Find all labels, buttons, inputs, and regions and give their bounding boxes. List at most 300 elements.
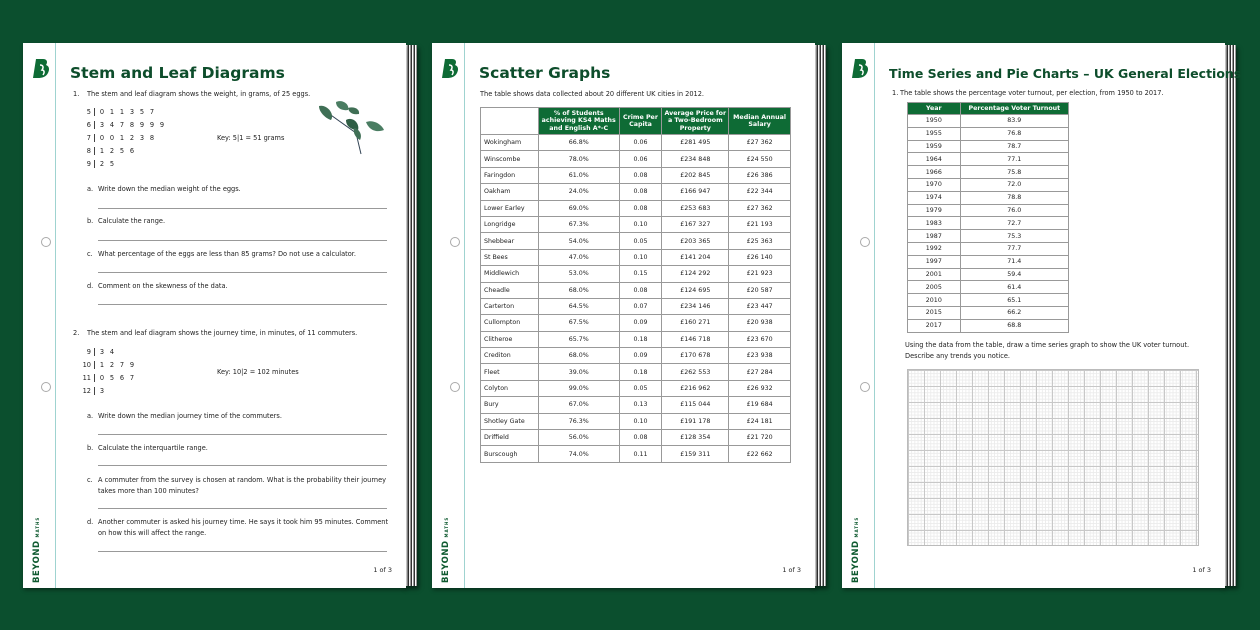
table-cell: 0.10 xyxy=(619,249,662,265)
table-cell: 78.0% xyxy=(538,151,619,167)
table-cell: 2010 xyxy=(908,294,961,307)
q1-number: 1. xyxy=(73,90,80,98)
leaf-value: 8 xyxy=(149,134,155,142)
table-row xyxy=(481,331,791,347)
stem-value: 8 xyxy=(81,147,95,155)
table-cell: Fleet xyxy=(481,364,539,380)
table-cell: 72.7 xyxy=(960,217,1068,230)
page-number: 1 of 3 xyxy=(782,566,801,574)
stem-leaf-row xyxy=(81,387,107,395)
table-cell: 0.11 xyxy=(619,446,662,462)
table-cell: 76.0 xyxy=(960,204,1068,217)
table-cell: 1992 xyxy=(908,242,961,255)
q1-text: The stem and leaf diagram shows the weight, in grams, of 25 eggs. xyxy=(87,90,311,98)
leaf-value: 7 xyxy=(149,108,155,116)
margin-line xyxy=(874,43,875,588)
table-cell: Winscombe xyxy=(481,151,539,167)
q1-number: 1. xyxy=(892,89,899,97)
table-cell: 71.4 xyxy=(960,255,1068,268)
table-cell: Crediton xyxy=(481,348,539,364)
part-text: Write down the median journey time of the commuters. xyxy=(98,412,282,420)
table-cell: 76.3% xyxy=(538,413,619,429)
brand-name: BEYOND xyxy=(32,540,42,583)
table-cell: £24 550 xyxy=(729,151,791,167)
table-cell: £203 365 xyxy=(662,233,729,249)
leaf-value: 4 xyxy=(109,348,115,356)
part-label: c. xyxy=(87,250,93,258)
worksheet-stem-and-leaf xyxy=(23,43,417,588)
table-row xyxy=(481,298,791,314)
stem-value: 12 xyxy=(81,387,95,395)
table-cell: 0.18 xyxy=(619,364,662,380)
leaf-value: 6 xyxy=(129,147,135,155)
table-cell: 39.0% xyxy=(538,364,619,380)
beyond-logo-icon xyxy=(851,57,869,79)
brand-vertical xyxy=(441,517,451,583)
table-cell: £26 140 xyxy=(729,249,791,265)
graph-paper-grid[interactable] xyxy=(907,369,1199,546)
leaf-value: 5 xyxy=(109,374,115,382)
table-cell: 61.0% xyxy=(538,167,619,183)
table-cell: £170 678 xyxy=(662,348,729,364)
punch-hole xyxy=(860,382,870,392)
leaf-value: 3 xyxy=(99,348,105,356)
leaf-value: 1 xyxy=(119,108,125,116)
table-cell: 76.8 xyxy=(960,127,1068,140)
leaf-value: 7 xyxy=(119,121,125,129)
table-cell: £22 662 xyxy=(729,446,791,462)
intro-text: The table shows data collected about 20 different UK cities in 2012. xyxy=(480,90,705,98)
page-number: 1 of 3 xyxy=(1192,566,1211,574)
table-cell: 53.0% xyxy=(538,266,619,282)
table-cell: 1964 xyxy=(908,153,961,166)
table-cell: Colyton xyxy=(481,380,539,396)
table-cell: 0.13 xyxy=(619,397,662,413)
table-cell: £23 670 xyxy=(729,331,791,347)
table-cell: 0.09 xyxy=(619,348,662,364)
table-cell: 0.08 xyxy=(619,184,662,200)
table-cell: Wokingham xyxy=(481,135,539,151)
table-cell: £26 386 xyxy=(729,167,791,183)
stem-leaf-row xyxy=(81,361,137,369)
leaf-value: 1 xyxy=(99,361,105,369)
worksheet-scatter-graphs xyxy=(432,43,826,588)
table-row xyxy=(481,446,791,462)
brand-name: BEYOND xyxy=(851,540,861,583)
column-header: Median Annual Salary xyxy=(729,108,791,135)
table-cell: 77.1 xyxy=(960,153,1068,166)
stem-value: 7 xyxy=(81,134,95,142)
q2-number: 2. xyxy=(73,329,80,337)
leaf-value: 9 xyxy=(129,361,135,369)
table-cell: 1955 xyxy=(908,127,961,140)
table-cell: £20 938 xyxy=(729,315,791,331)
table-cell: 83.9 xyxy=(960,115,1068,128)
table-cell: 0.10 xyxy=(619,216,662,232)
table-cell: 0.06 xyxy=(619,151,662,167)
table-cell: £216 962 xyxy=(662,380,729,396)
table-cell: 77.7 xyxy=(960,242,1068,255)
table-cell: £27 284 xyxy=(729,364,791,380)
leaf-value: 2 xyxy=(109,361,115,369)
part-text: Calculate the range. xyxy=(98,217,166,225)
plant-leaves-icon xyxy=(316,98,388,156)
table-cell: 67.0% xyxy=(538,397,619,413)
answer-line[interactable] xyxy=(98,551,387,552)
table-cell: 78.7 xyxy=(960,140,1068,153)
stem-leaf-row xyxy=(81,348,117,356)
margin-line xyxy=(55,43,56,588)
leaf-value: 5 xyxy=(139,108,145,116)
table-cell: £22 344 xyxy=(729,184,791,200)
part-label: c. xyxy=(87,476,93,484)
brand-vertical xyxy=(32,517,42,583)
table-cell: £27 362 xyxy=(729,135,791,151)
table-cell: £159 311 xyxy=(662,446,729,462)
table-row xyxy=(908,294,1069,307)
stem-value: 9 xyxy=(81,160,95,168)
table-row xyxy=(908,281,1069,294)
table-row xyxy=(908,178,1069,191)
table-cell: £21 193 xyxy=(729,216,791,232)
table-row xyxy=(481,266,791,282)
table-cell: Carterton xyxy=(481,298,539,314)
beyond-logo-icon xyxy=(441,57,459,79)
leaf-value: 2 xyxy=(129,134,135,142)
stem-leaf-row xyxy=(81,134,157,142)
answer-line[interactable] xyxy=(98,272,387,273)
table-row xyxy=(908,319,1069,332)
answer-line[interactable] xyxy=(98,465,387,466)
table-cell: 61.4 xyxy=(960,281,1068,294)
table-cell: 2015 xyxy=(908,306,961,319)
city-data-table xyxy=(480,107,791,463)
table-cell: £124 695 xyxy=(662,282,729,298)
voter-turnout-table xyxy=(907,102,1069,333)
table-cell: 68.0% xyxy=(538,348,619,364)
table-cell: £115 044 xyxy=(662,397,729,413)
part-text: A commuter from the survey is chosen at random. What is the probability their journey xyxy=(98,476,387,484)
table-header-row xyxy=(908,103,1069,115)
part-label: a. xyxy=(87,185,94,193)
table-cell: Driffield xyxy=(481,430,539,446)
table-cell: 0.08 xyxy=(619,200,662,216)
table-cell: Faringdon xyxy=(481,167,539,183)
part-text: Calculate the interquartile range. xyxy=(98,444,208,452)
leaf-value: 0 xyxy=(99,108,105,116)
brand-name: BEYOND xyxy=(441,540,451,583)
table-row xyxy=(908,204,1069,217)
table-cell: £124 292 xyxy=(662,266,729,282)
table-cell: Clitheroe xyxy=(481,331,539,347)
table-row xyxy=(908,230,1069,243)
page xyxy=(23,43,406,588)
brand-vertical xyxy=(851,517,861,583)
leaf-value: 4 xyxy=(109,121,115,129)
table-row xyxy=(481,151,791,167)
part-text-cont: on how this will affect the range. xyxy=(98,529,207,537)
column-header xyxy=(481,108,539,135)
column-header: Average Price for a Two-Bedroom Property xyxy=(662,108,729,135)
table-cell: 69.0% xyxy=(538,200,619,216)
page-title: Stem and Leaf Diagrams xyxy=(70,64,285,82)
table-row xyxy=(481,315,791,331)
page-number: 1 of 3 xyxy=(373,566,392,574)
table-cell: £128 354 xyxy=(662,430,729,446)
stem-value: 9 xyxy=(81,348,95,356)
page-title: Time Series and Pie Charts – UK General Elections xyxy=(889,66,1242,81)
column-header: Percentage Voter Turnout xyxy=(960,103,1068,115)
page xyxy=(432,43,815,588)
q1-key: Key: 5|1 = 51 grams xyxy=(217,134,285,142)
q1-text: The table shows the percentage voter turnout, per election, from 1950 to 2017. xyxy=(900,89,1164,97)
table-cell: £23 938 xyxy=(729,348,791,364)
table-row xyxy=(908,191,1069,204)
table-row xyxy=(481,413,791,429)
answer-line[interactable] xyxy=(98,508,387,509)
table-cell: 72.0 xyxy=(960,178,1068,191)
table-cell: 1959 xyxy=(908,140,961,153)
table-cell: 1950 xyxy=(908,115,961,128)
part-label: b. xyxy=(87,444,94,452)
table-cell: £281 495 xyxy=(662,135,729,151)
leaf-value: 3 xyxy=(99,387,105,395)
brand-sub: MATHS xyxy=(35,516,40,538)
table-row xyxy=(908,127,1069,140)
brand-sub: MATHS xyxy=(444,516,449,538)
page xyxy=(842,43,1242,588)
table-cell: £141 204 xyxy=(662,249,729,265)
stem-leaf-row xyxy=(81,121,167,129)
table-cell: 1997 xyxy=(908,255,961,268)
punch-hole xyxy=(450,382,460,392)
leaf-value: 1 xyxy=(119,134,125,142)
worksheet-time-series xyxy=(842,43,1242,588)
table-cell: £21 923 xyxy=(729,266,791,282)
table-row xyxy=(908,166,1069,179)
table-cell: £24 181 xyxy=(729,413,791,429)
table-cell: 47.0% xyxy=(538,249,619,265)
table-cell: St Bees xyxy=(481,249,539,265)
table-cell: 24.0% xyxy=(538,184,619,200)
table-cell: Lower Earley xyxy=(481,200,539,216)
table-row xyxy=(481,184,791,200)
table-cell: 68.0% xyxy=(538,282,619,298)
answer-line[interactable] xyxy=(98,208,387,209)
table-cell: £27 362 xyxy=(729,200,791,216)
table-cell: 65.1 xyxy=(960,294,1068,307)
table-cell: Cheadle xyxy=(481,282,539,298)
table-cell: 1974 xyxy=(908,191,961,204)
leaf-value: 3 xyxy=(99,121,105,129)
table-row xyxy=(481,233,791,249)
table-cell: £160 271 xyxy=(662,315,729,331)
q2-key: Key: 10|2 = 102 minutes xyxy=(217,368,299,376)
table-cell: 99.0% xyxy=(538,380,619,396)
brand-sub: MATHS xyxy=(854,516,859,538)
table-cell: 1970 xyxy=(908,178,961,191)
table-cell: £20 587 xyxy=(729,282,791,298)
stem-leaf-row xyxy=(81,108,157,116)
table-row xyxy=(481,397,791,413)
part-text: What percentage of the eggs are less than 85 grams? Do not use a calculator. xyxy=(98,250,356,258)
instruction-line-2: Describe any trends you notice. xyxy=(905,352,1011,360)
table-cell: £253 683 xyxy=(662,200,729,216)
leaf-value: 5 xyxy=(109,160,115,168)
table-cell: £23 447 xyxy=(729,298,791,314)
leaf-value: 0 xyxy=(99,134,105,142)
beyond-logo-icon xyxy=(32,57,50,79)
table-cell: 74.0% xyxy=(538,446,619,462)
table-cell: 0.08 xyxy=(619,282,662,298)
table-cell: 65.7% xyxy=(538,331,619,347)
table-cell: £146 718 xyxy=(662,331,729,347)
table-row xyxy=(481,380,791,396)
column-header: % of Students achieving KS4 Maths and English A*-C xyxy=(538,108,619,135)
part-text: Write down the median weight of the eggs. xyxy=(98,185,241,193)
table-cell: 1966 xyxy=(908,166,961,179)
q2-text: The stem and leaf diagram shows the journey time, in minutes, of 11 commuters. xyxy=(87,329,358,337)
table-cell: 75.3 xyxy=(960,230,1068,243)
part-text: Another commuter is asked his journey time. He says it took him 95 minutes. Comment xyxy=(98,518,389,526)
table-cell: Burscough xyxy=(481,446,539,462)
table-cell: 0.08 xyxy=(619,167,662,183)
table-row xyxy=(481,364,791,380)
table-cell: 0.05 xyxy=(619,233,662,249)
instruction-line-1: Using the data from the table, draw a time series graph to show the UK voter turnout. xyxy=(905,341,1190,349)
table-cell: £191 178 xyxy=(662,413,729,429)
table-row xyxy=(481,135,791,151)
column-header: Year xyxy=(908,103,961,115)
table-cell: 66.2 xyxy=(960,306,1068,319)
table-cell: Cullompton xyxy=(481,315,539,331)
table-cell: 0.18 xyxy=(619,331,662,347)
table-cell: 0.09 xyxy=(619,315,662,331)
stem-value: 10 xyxy=(81,361,95,369)
table-row xyxy=(908,140,1069,153)
table-cell: Oakham xyxy=(481,184,539,200)
table-cell: Bury xyxy=(481,397,539,413)
table-cell: £167 327 xyxy=(662,216,729,232)
leaf-value: 9 xyxy=(159,121,165,129)
table-cell: 0.06 xyxy=(619,135,662,151)
table-row xyxy=(908,306,1069,319)
table-cell: Longridge xyxy=(481,216,539,232)
table-row xyxy=(481,167,791,183)
table-cell: £166 947 xyxy=(662,184,729,200)
table-cell: 2001 xyxy=(908,268,961,281)
table-cell: £202 845 xyxy=(662,167,729,183)
answer-line[interactable] xyxy=(98,304,387,305)
table-cell: 1987 xyxy=(908,230,961,243)
leaf-value: 3 xyxy=(139,134,145,142)
page-title: Scatter Graphs xyxy=(479,64,611,82)
table-cell: 1983 xyxy=(908,217,961,230)
leaf-value: 1 xyxy=(99,147,105,155)
table-header-row xyxy=(481,108,791,135)
table-row xyxy=(908,255,1069,268)
table-row xyxy=(908,242,1069,255)
table-cell: 0.08 xyxy=(619,430,662,446)
table-row xyxy=(481,430,791,446)
leaf-value: 0 xyxy=(99,374,105,382)
stem-value: 11 xyxy=(81,374,95,382)
part-label: d. xyxy=(87,282,94,290)
table-cell: Shebbear xyxy=(481,233,539,249)
table-cell: Middlewich xyxy=(481,266,539,282)
table-cell: 59.4 xyxy=(960,268,1068,281)
punch-hole xyxy=(41,237,51,247)
table-cell: 0.10 xyxy=(619,413,662,429)
table-row xyxy=(481,282,791,298)
leaf-value: 7 xyxy=(119,361,125,369)
table-cell: 78.8 xyxy=(960,191,1068,204)
part-label: a. xyxy=(87,412,94,420)
leaf-value: 1 xyxy=(109,108,115,116)
table-row xyxy=(481,216,791,232)
table-cell: 2005 xyxy=(908,281,961,294)
leaf-value: 9 xyxy=(149,121,155,129)
table-row xyxy=(908,115,1069,128)
stem-leaf-row xyxy=(81,374,137,382)
table-cell: 75.8 xyxy=(960,166,1068,179)
table-cell: 2017 xyxy=(908,319,961,332)
leaf-value: 2 xyxy=(109,147,115,155)
column-header: Crime Per Capita xyxy=(619,108,662,135)
table-cell: 0.05 xyxy=(619,380,662,396)
table-cell: 64.5% xyxy=(538,298,619,314)
table-cell: 54.0% xyxy=(538,233,619,249)
table-cell: 67.5% xyxy=(538,315,619,331)
answer-line[interactable] xyxy=(98,240,387,241)
leaf-value: 2 xyxy=(99,160,105,168)
table-cell: £21 720 xyxy=(729,430,791,446)
stem-value: 5 xyxy=(81,108,95,116)
table-row xyxy=(481,200,791,216)
punch-hole xyxy=(860,237,870,247)
table-row xyxy=(908,268,1069,281)
table-row xyxy=(908,217,1069,230)
stem-leaf-row xyxy=(81,160,117,168)
leaf-value: 6 xyxy=(119,374,125,382)
answer-line[interactable] xyxy=(98,434,387,435)
stem-leaf-row xyxy=(81,147,137,155)
table-cell: £26 932 xyxy=(729,380,791,396)
part-label: d. xyxy=(87,518,94,526)
table-cell: 0.15 xyxy=(619,266,662,282)
leaf-value: 9 xyxy=(139,121,145,129)
stem-value: 6 xyxy=(81,121,95,129)
table-cell: £262 553 xyxy=(662,364,729,380)
leaf-value: 0 xyxy=(109,134,115,142)
table-cell: 1979 xyxy=(908,204,961,217)
table-cell: Shotley Gate xyxy=(481,413,539,429)
table-cell: 0.07 xyxy=(619,298,662,314)
leaf-value: 8 xyxy=(129,121,135,129)
table-cell: 66.8% xyxy=(538,135,619,151)
table-cell: £25 363 xyxy=(729,233,791,249)
table-cell: £234 146 xyxy=(662,298,729,314)
table-row xyxy=(481,348,791,364)
table-cell: £19 684 xyxy=(729,397,791,413)
leaf-value: 3 xyxy=(129,108,135,116)
part-text: Comment on the skewness of the data. xyxy=(98,282,228,290)
table-cell: 56.0% xyxy=(538,430,619,446)
punch-hole xyxy=(41,382,51,392)
leaf-value: 5 xyxy=(119,147,125,155)
part-label: b. xyxy=(87,217,94,225)
margin-line xyxy=(464,43,465,588)
